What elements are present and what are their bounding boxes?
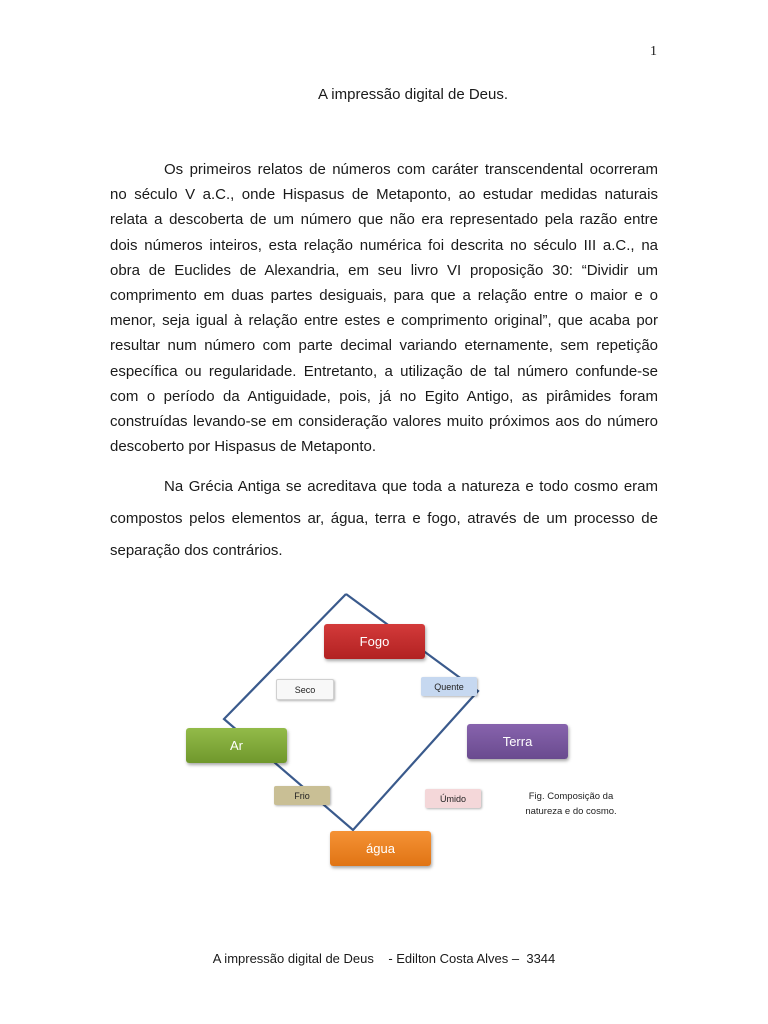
- page-footer: A impressão digital de Deus - Edilton Costa Alves – 3344: [212, 951, 556, 966]
- paragraph-2: [110, 471, 658, 567]
- document-title: A impressão digital de Deus.: [317, 86, 509, 103]
- element-agua: água: [330, 831, 431, 866]
- figure-caption: [510, 789, 632, 819]
- quality-frio: Frio: [274, 786, 330, 805]
- paragraph-1-text: Os primeiros relatos de números com caráter transcendental ocorreram no século V a.C., onde Hispasus de Metaponto, ao estudar medidas naturais relata a descoberta de um número que não era representado pela razão entre dois números inteiros, esta relação numérica foi descrita no século III a.C., na obra de Euclides de Alexandria, em seu livro VI proposição 30: “Dividir um comprimento em duas partes desiguais, para que a relação entre o maior e o menor, seja igual à relação entre estes e comprimento original”, que acaba por resultar num número com parte decimal variando eternamente, sem repetição específica ou regularidade. Entretanto, a utilização de tal número confunde-se com o período da Antiguidade, pois, já no Egito Antigo, as pirâmides foram construídas levando-se em consideração valores muito próximos aos do número descoberto por Hispasus de Metaponto.: [110, 161, 658, 456]
- quality-umido: Úmido: [425, 789, 481, 808]
- element-fogo: Fogo: [324, 624, 425, 659]
- paragraph-1: [110, 157, 658, 459]
- quality-quente: Quente: [421, 677, 477, 696]
- element-terra: Terra: [467, 724, 568, 759]
- page-number: 1: [650, 44, 657, 59]
- paragraph-2-text: Na Grécia Antiga se acreditava que toda a natureza e todo cosmo eram compostos pelos elementos ar, água, terra e fogo, através de um processo de separação dos contrários.: [110, 478, 658, 559]
- caption-line-1: Fig. Composição da: [528, 791, 614, 802]
- elements-diagram: [0, 580, 768, 880]
- element-ar: Ar: [186, 728, 287, 763]
- quality-seco: Seco: [276, 679, 334, 700]
- caption-line-2: natureza e do cosmo.: [525, 806, 617, 817]
